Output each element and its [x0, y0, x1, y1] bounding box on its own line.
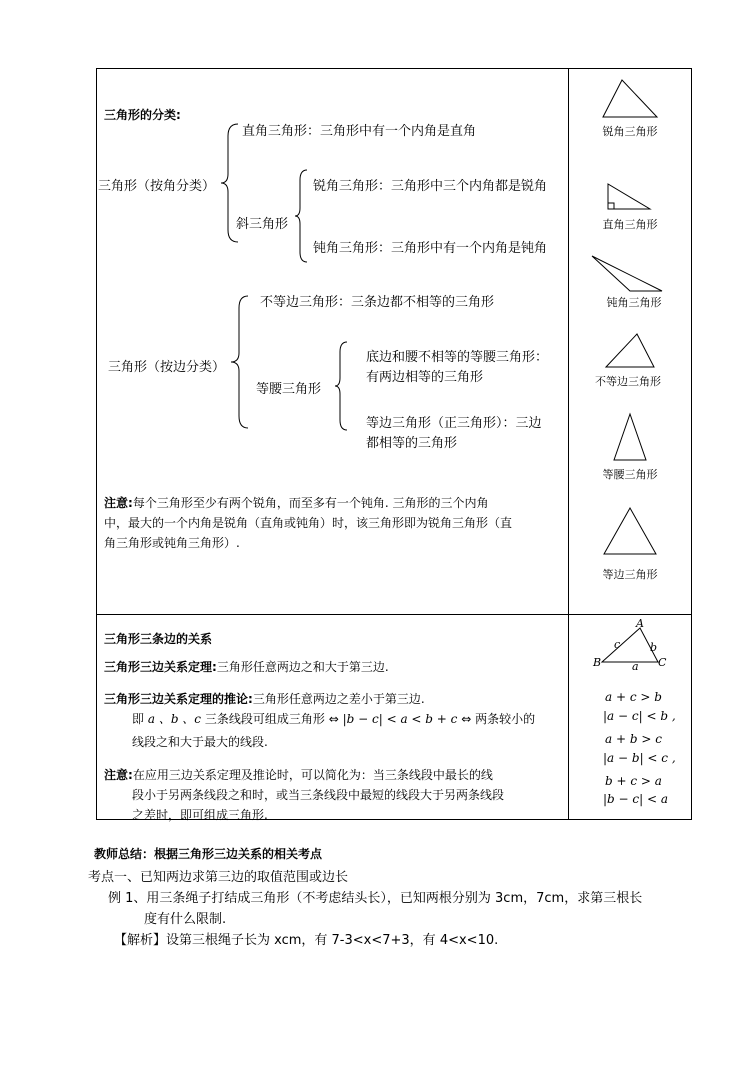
note-label: 注意: [104, 496, 133, 510]
isosceles-triangle-shape [612, 412, 648, 462]
condition-vars: a 、b 、c [147, 712, 202, 726]
condition-mid: 三条线段可组成三角形 [204, 712, 325, 726]
acute-triangle-shape [600, 78, 660, 120]
iff-arrow-icon-2: ⇔ [461, 712, 472, 726]
condition-line [132, 710, 535, 727]
obtuse-triangle-def: 钝角三角形：三角形中有一个内角是钝角 [313, 241, 548, 256]
inequality-6: |b − c| < a [603, 792, 669, 806]
sides-heading: 三角形三条边的关系 [104, 632, 213, 646]
table-top-border [96, 68, 692, 69]
scalene-triangle-shape [604, 332, 656, 370]
theorem-line [104, 658, 389, 675]
acute-triangle-def: 锐角三角形：三角形中三个内角都是锐角 [313, 179, 548, 194]
by-side-label: 三角形（按边分类） [108, 360, 226, 375]
inequality-2: |a − c| < b , [603, 709, 676, 723]
obtuse-triangle-shape [590, 254, 666, 294]
inequality-5: b + c > a [605, 774, 662, 788]
side-a-label: a [632, 660, 639, 673]
condition-inequality: |b − c| < a < b + c [342, 712, 458, 726]
vertex-b-label: B [593, 656, 602, 669]
obtuse-triangle-caption: 钝角三角形 [606, 296, 662, 309]
classification-note-line3: 角三角形或钝角三角形）. [104, 536, 240, 550]
inequality-4: |a − b| < c , [603, 751, 676, 765]
summary-title: 教师总结：根据三角形三边关系的相关考点 [94, 847, 323, 861]
summary-point1: 考点一、已知两边求第三边的取值范围或边长 [88, 870, 349, 885]
classification-note-line1 [104, 494, 488, 511]
sides-note-text-1: 在应用三边关系定理及推论时，可以简化为：当三条线段中最长的线 [132, 768, 493, 782]
brace-side-outer [230, 294, 250, 430]
condition-suffix: 两条较小的 [475, 712, 536, 726]
right-triangle-def: 直角三角形：三角形中有一个内角是直角 [242, 124, 477, 139]
scalene-triangle-caption: 不等边三角形 [595, 375, 661, 388]
iso-nonequal-line2: 有两边相等的三角形 [366, 370, 484, 385]
side-c-label: c [614, 638, 621, 651]
scalene-def: 不等边三角形：三条边都不相等的三角形 [260, 295, 495, 310]
equilateral-line1: 等边三角形（正三角形）：三边 [366, 416, 542, 431]
equilateral-line2: 都相等的三角形 [366, 436, 458, 451]
right-triangle-shape [606, 182, 652, 212]
solution-line: 【解析】设第三根绳子长为 xcm，有 7-3<x<7+3，有 4<x<10. [114, 933, 499, 948]
condition-line-2: 线段之和大于最大的线段. [132, 735, 268, 749]
by-angle-label: 三角形（按角分类） [98, 179, 216, 194]
acute-triangle-caption: 锐角三角形 [602, 125, 658, 138]
theorem-label: 三角形三边关系定理: [104, 660, 217, 674]
corollary-line [104, 690, 425, 707]
table-column-divider [568, 68, 569, 820]
inequality-1: a + c > b [605, 690, 662, 704]
vertex-c-label: C [658, 656, 667, 669]
table-left-border [96, 68, 97, 820]
iso-nonequal-line1: 底边和腰不相等的等腰三角形： [366, 350, 549, 365]
sides-note-line1 [104, 766, 493, 783]
equilateral-triangle-shape [602, 506, 658, 556]
oblique-label: 斜三角形 [236, 217, 289, 232]
sides-note-line3: 之差时，即可组成三角形. [132, 808, 268, 822]
condition-prefix: 即 [132, 712, 145, 726]
side-b-label: b [650, 641, 658, 654]
corollary-label: 三角形三边关系定理的推论: [104, 692, 253, 706]
equilateral-triangle-caption: 等边三角形 [602, 568, 658, 581]
classification-note-line2: 中，最大的一个内角是锐角（直角或钝角）时，该三角形即为锐角三角形（直 [104, 516, 513, 530]
example-line1: 例 1、用三条绳子打结成三角形（不考虑结头长），已知两根分别为 3cm，7cm，求第三根长 [108, 891, 643, 906]
sides-note-label: 注意: [104, 768, 133, 782]
classification-heading: 三角形的分类: [104, 108, 181, 122]
inequality-3: a + b > c [605, 732, 662, 746]
table-row-divider [96, 614, 692, 615]
isosceles-label: 等腰三角形 [256, 382, 322, 397]
note-text-1: 每个三角形至少有两个锐角，而至多有一个钝角. 三角形的三个内角 [132, 496, 489, 510]
vertex-a-label: A [636, 617, 644, 630]
brace-side-inner [334, 340, 348, 432]
example-line2: 度有什么限制. [144, 912, 227, 927]
table-right-border [691, 68, 692, 820]
brace-angle-inner [294, 168, 308, 264]
corollary-text: 三角形任意两边之差小于第三边. [252, 692, 425, 706]
theorem-text: 三角形任意两边之和大于第三边. [216, 660, 389, 674]
isosceles-triangle-caption: 等腰三角形 [602, 468, 658, 481]
right-triangle-caption: 直角三角形 [602, 218, 658, 231]
sides-note-line2: 段小于另两条线段之和时，或当三条线段中最短的线段大于另两条线段 [132, 788, 505, 802]
iff-arrow-icon: ⇔ [328, 712, 339, 726]
